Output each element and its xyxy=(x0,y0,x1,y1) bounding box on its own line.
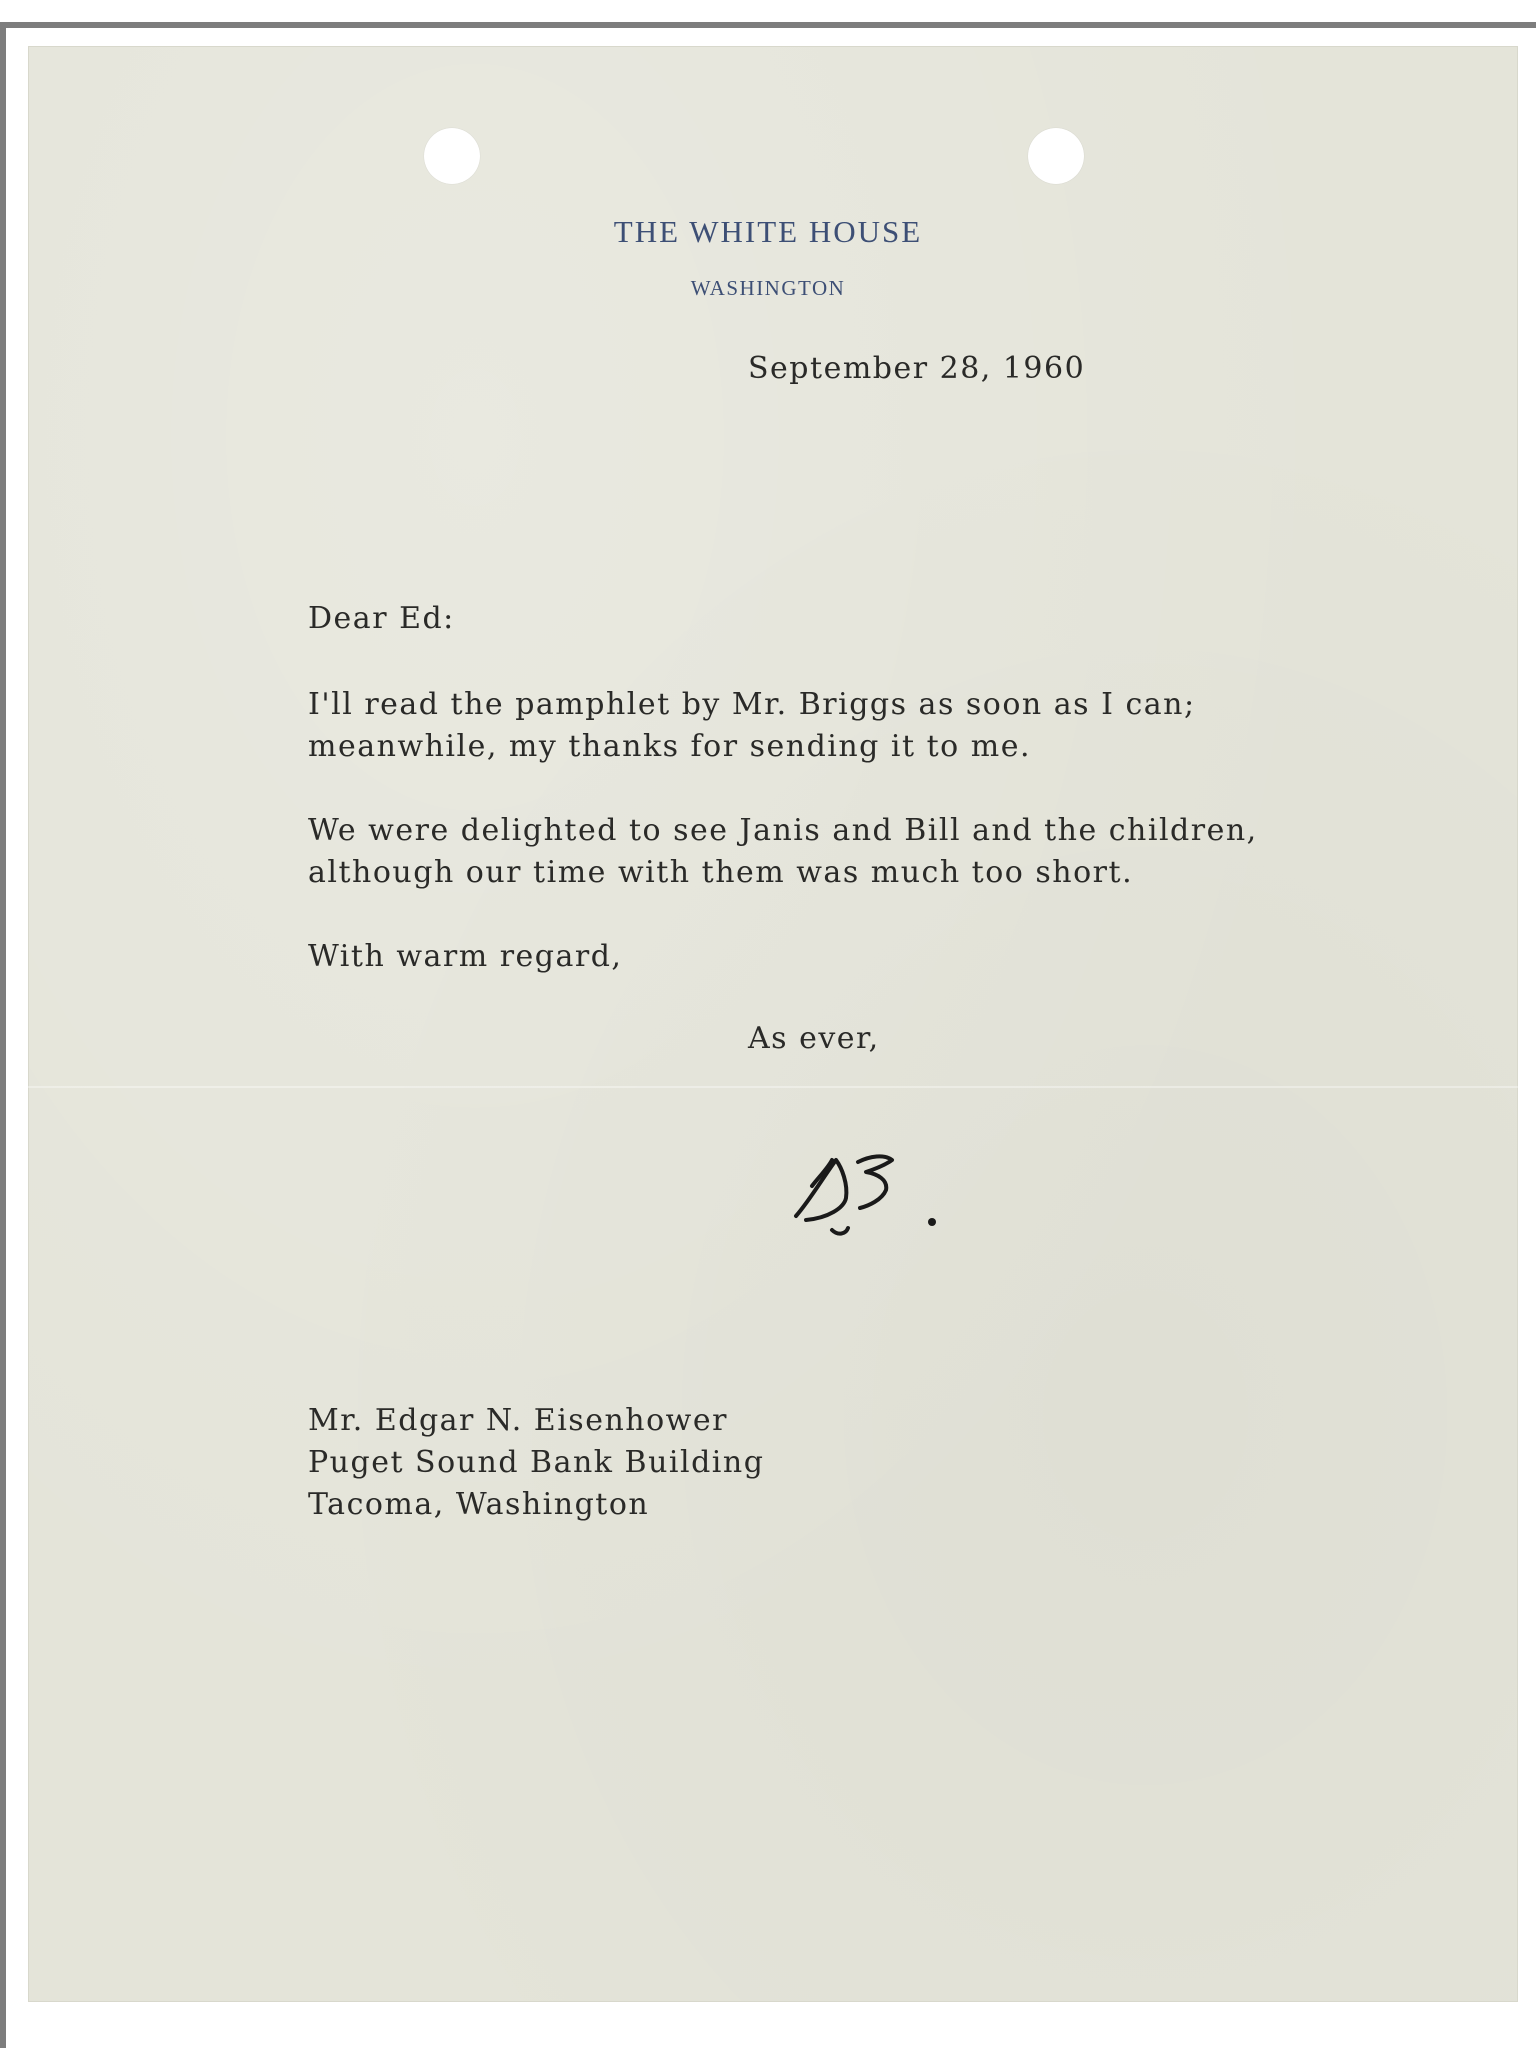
recipient-name: Mr. Edgar N. Eisenhower xyxy=(308,1403,728,1438)
punch-hole-right xyxy=(1028,128,1084,184)
recipient-address-line: Puget Sound Bank Building xyxy=(308,1445,765,1480)
letter-date: September 28, 1960 xyxy=(748,351,1086,386)
paragraph-2-line-2: although our time with them was much too short. xyxy=(308,855,1134,890)
paragraph-2-line-1: We were delighted to see Janis and Bill and the children, xyxy=(308,813,1258,848)
letterhead-subtitle: WASHINGTON xyxy=(690,276,846,300)
salutation: Dear Ed: xyxy=(308,601,455,636)
recipient-city: Tacoma, Washington xyxy=(308,1487,650,1522)
letter-page xyxy=(28,46,1518,2002)
viewer-frame-left xyxy=(0,22,6,2048)
closing-regard: With warm regard, xyxy=(308,939,623,974)
viewer-frame-top xyxy=(0,22,1536,28)
punch-hole-left xyxy=(424,128,480,184)
paper-fold-line xyxy=(28,1086,1518,1088)
paragraph-1-line-1: I'll read the pamphlet by Mr. Briggs as soon as I can; xyxy=(308,687,1196,722)
paragraph-1-line-2: meanwhile, my thanks for sending it to me. xyxy=(308,729,1031,764)
handwritten-signature xyxy=(788,1128,988,1238)
letterhead-title: THE WHITE HOUSE xyxy=(613,214,923,249)
valediction: As ever, xyxy=(748,1021,880,1056)
